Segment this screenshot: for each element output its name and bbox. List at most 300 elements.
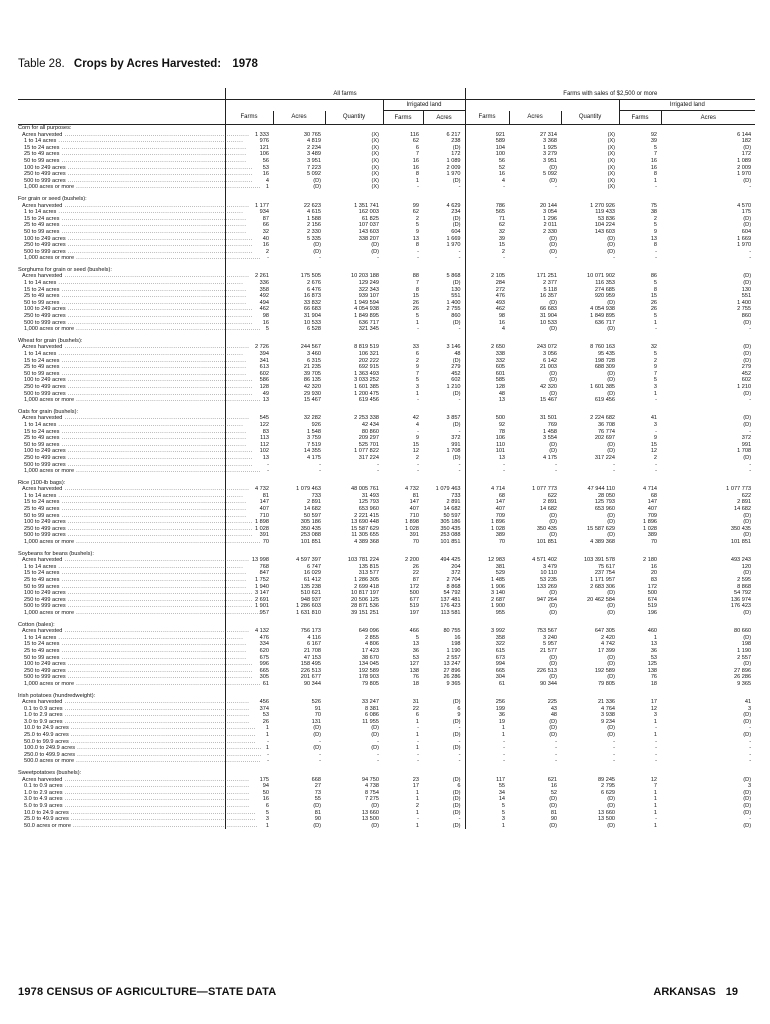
row-label: [18, 138, 244, 145]
table-row: [18, 222, 755, 229]
row-label-text: 100 to 249 acres: [24, 377, 66, 384]
table-cell: (D): [549, 390, 558, 397]
table-cell: 529: [465, 570, 509, 577]
table-cell: (D): [371, 745, 379, 752]
table-cell: 5: [653, 222, 658, 229]
table-cell: 36: [412, 647, 419, 654]
table-cell: 492: [225, 293, 273, 300]
table-cell: 66 683: [539, 306, 558, 313]
row-label: [18, 215, 247, 223]
table-cell: 733: [311, 492, 321, 499]
table-cell: 1: [465, 725, 509, 732]
table-cell: (D): [607, 822, 616, 829]
row-label: [18, 151, 247, 158]
table-cell: 3 938: [601, 712, 616, 719]
table-cell: 957: [225, 610, 273, 617]
table-cell: 106: [225, 151, 273, 158]
table-cell: 41: [744, 699, 752, 706]
table-cell: 500: [465, 415, 509, 422]
table-cell: 100: [465, 151, 509, 158]
section-title: Sweetpotatoes (bushels):: [18, 770, 82, 777]
table-cell: 602: [451, 377, 461, 384]
table-cell: 2 676: [307, 280, 321, 287]
row-label-text: 1 to 14 acres: [24, 634, 57, 641]
table-cell: (D): [452, 776, 461, 783]
table-cell: 172: [741, 151, 752, 158]
leader-dots: ..........................................................................................: [65, 596, 253, 603]
row-label: [18, 699, 250, 706]
table-cell: 9 365: [737, 680, 752, 687]
table-cell: (D): [452, 809, 461, 816]
table-cell: 1 752: [225, 577, 273, 584]
table-cell: 1 200 475: [354, 390, 379, 397]
table-cell: 62: [412, 209, 419, 216]
table-cell: -: [319, 738, 321, 745]
table-cell: 733: [451, 492, 461, 499]
table-cell: 198: [451, 641, 461, 648]
row-label: [18, 228, 247, 236]
table-cell: 20 144: [539, 202, 558, 209]
table-cell: 3: [415, 383, 419, 390]
table-cell: 1 906: [465, 584, 509, 591]
leader-dots: ..........................................................................................: [56, 209, 244, 216]
table-cell: 5: [465, 803, 509, 810]
row-label: [18, 718, 250, 726]
table-cell: 7 223: [307, 164, 321, 171]
leader-dots: ..........................................................................................: [62, 783, 250, 790]
table-cell: 33 832: [303, 299, 321, 306]
table-cell: (D): [371, 242, 379, 249]
table-cell: 147: [465, 499, 509, 506]
table-cell: 70: [650, 539, 658, 546]
table-row: [18, 597, 755, 604]
table-cell: 391: [225, 532, 273, 539]
table-cell: 9: [415, 364, 419, 371]
leader-dots: ..........................................................................................: [62, 628, 250, 635]
table-cell: 4 742: [601, 641, 616, 648]
table-cell: (D): [743, 222, 752, 229]
table-cell: 17 399: [597, 647, 616, 654]
table-cell: 3: [747, 783, 752, 790]
table-cell: 56: [225, 158, 273, 165]
table-cell: 5: [653, 280, 658, 287]
table-cell: 3 054: [543, 209, 558, 216]
table-cell: (D): [549, 822, 558, 829]
table-cell: 2 726: [225, 344, 273, 351]
table-cell: 13: [225, 455, 273, 462]
table-name: Crops by Acres Harvested:: [73, 58, 222, 70]
table-cell: (D): [743, 732, 752, 739]
table-cell: 3 368: [543, 138, 558, 145]
row-label: [18, 273, 250, 280]
table-cell: -: [465, 752, 509, 759]
table-cell: 4 738: [365, 783, 379, 790]
table-cell: 5 118: [543, 286, 558, 293]
table-row: [18, 455, 755, 462]
table-cell: (D): [607, 661, 616, 668]
table-cell: -: [319, 468, 321, 475]
table-cell: (D): [743, 454, 752, 461]
table-cell: (D): [549, 661, 558, 668]
table-row: [18, 280, 755, 287]
table-cell: 322: [465, 641, 509, 648]
table-cell: 81: [550, 809, 558, 816]
table-row: [18, 648, 755, 655]
table-cell: 274 685: [594, 286, 616, 293]
row-label-text: 1,000 acres or more: [24, 609, 75, 616]
row-label: [18, 738, 256, 746]
table-cell: 622: [741, 492, 752, 499]
table-cell: 39: [650, 138, 658, 145]
leader-dots: ..........................................................................................: [62, 718, 250, 725]
section-title: Oats for grain (bushels):: [18, 408, 79, 415]
table-cell: 5 092: [543, 171, 558, 178]
table-cell: 493: [465, 300, 509, 307]
table-cell: 21 336: [597, 699, 616, 706]
table-cell: (X): [607, 144, 616, 151]
table-cell: -: [655, 758, 658, 765]
table-cell: -: [613, 468, 616, 475]
table-cell: (D): [313, 732, 321, 739]
table-cell: (D): [743, 357, 752, 364]
table-cell: 13 998: [225, 557, 273, 564]
row-label-text: 25 to 49 acres: [24, 151, 60, 158]
row-label-text: 1 to 14 acres: [24, 209, 57, 216]
table-cell: 125: [647, 661, 658, 668]
table-cell: -: [319, 751, 321, 758]
row-label: [18, 248, 253, 256]
table-cell: 6: [225, 803, 273, 810]
table-cell: 8 381: [365, 705, 379, 712]
leader-dots: ..........................................................................................: [59, 144, 247, 151]
table-cell: 4 054 938: [354, 306, 379, 313]
row-label: [18, 468, 261, 475]
row-label: [18, 583, 247, 591]
table-cell: 15: [412, 441, 419, 448]
table-cell: 106: [465, 435, 509, 442]
table-cell: 8 868: [446, 583, 461, 590]
table-cell: 88: [412, 273, 419, 280]
table-cell: 305: [225, 674, 273, 681]
table-cell: 13 500: [361, 816, 379, 823]
leader-dots: ..........................................................................................: [59, 215, 247, 222]
row-label: [18, 647, 247, 655]
table-cell: (D): [549, 370, 558, 377]
table-cell: 27 314: [539, 131, 558, 138]
table-cell: 7 275: [365, 796, 379, 803]
table-cell: 462: [225, 306, 273, 313]
table-cell: 649 096: [358, 628, 379, 635]
table-cell: 102: [225, 448, 273, 455]
table-cell: -: [749, 725, 752, 732]
table-cell: 22 623: [303, 202, 321, 209]
row-label: [18, 242, 253, 249]
row-label: [18, 164, 253, 172]
row-label-text: Acres harvested: [22, 699, 63, 706]
row-label: [18, 177, 253, 185]
row-label-text: 1 to 14 acres: [24, 351, 57, 357]
table-cell: 79 805: [597, 680, 616, 687]
table-row: [18, 668, 755, 675]
table-cell: 5: [653, 351, 658, 357]
table-cell: 101 851: [730, 539, 752, 546]
table-cell: 350 435: [300, 525, 321, 532]
leader-dots: ..........................................................................................: [70, 822, 258, 829]
table-cell: 134 045: [358, 661, 379, 668]
row-label-text: 0.1 to 0.9 acres: [24, 705, 63, 712]
table-cell: (D): [743, 319, 752, 326]
row-label-text: Acres harvested: [22, 486, 63, 493]
table-cell: 76: [650, 674, 658, 681]
table-cell: -: [417, 184, 419, 191]
table-cell: 372: [741, 435, 752, 442]
table-cell: (D): [549, 235, 558, 242]
table-cell: 120: [741, 563, 752, 570]
table-cell: 336: [225, 280, 273, 287]
table-cell: -: [555, 255, 558, 262]
table-cell: (D): [549, 299, 558, 306]
table-cell: 127: [409, 661, 419, 668]
table-cell: 1: [225, 745, 273, 752]
table-cell: (D): [549, 609, 558, 616]
table-cell: 321 345: [358, 326, 379, 333]
row-label-text: Acres harvested: [22, 273, 63, 280]
row-label: [18, 590, 253, 597]
table-row: [18, 603, 755, 610]
table-cell: 20 462 584: [587, 596, 616, 603]
table-cell: 338: [465, 351, 509, 358]
table-cell: 110: [465, 442, 509, 449]
table-cell: 12: [650, 448, 658, 455]
table-row: [18, 184, 755, 191]
table-cell: 2 156: [307, 222, 321, 229]
table-cell: 7: [415, 370, 419, 377]
row-label-text: 25 to 49 acres: [24, 222, 60, 229]
table-cell: 2 180: [643, 557, 658, 564]
table-cell: 7 519: [307, 441, 321, 448]
row-label: [18, 603, 253, 610]
table-cell: 394: [225, 351, 273, 358]
table-cell: -: [377, 751, 379, 758]
leader-dots: ..........................................................................................: [62, 131, 250, 138]
table-cell: 12: [412, 448, 419, 455]
table-cell: 860: [451, 313, 461, 320]
table-cell: 1 363 493: [354, 370, 379, 377]
table-cell: 4 714: [465, 486, 509, 493]
table-cell: 76 774: [597, 428, 616, 435]
table-cell: (X): [371, 164, 379, 171]
table-cell: 73: [314, 789, 321, 796]
table-cell: 6: [415, 351, 419, 357]
table-cell: 8 754: [365, 789, 379, 796]
row-label-text: 25 to 49 acres: [24, 506, 60, 513]
table-cell: 602: [741, 377, 752, 384]
table-cell: (D): [313, 822, 321, 829]
table-cell: 1 400: [446, 299, 461, 306]
table-cell: 3 140: [465, 590, 509, 597]
table-cell: 48 005 761: [351, 486, 379, 493]
table-cell: 476: [225, 635, 273, 642]
row-label-text: 500 to 999 acres: [24, 319, 66, 326]
table-cell: 3 554: [543, 435, 558, 442]
table-row: [18, 719, 755, 726]
table-cell: 8: [415, 286, 419, 293]
table-cell: (D): [549, 674, 558, 681]
table-cell: (D): [549, 242, 558, 249]
table-row: [18, 468, 755, 475]
table-cell: 4 714: [643, 486, 658, 493]
table-cell: 192 589: [358, 667, 379, 674]
table-cell: 196: [647, 609, 658, 616]
table-cell: 8 819 519: [354, 344, 379, 351]
table-cell: 5: [465, 810, 509, 817]
table-cell: (D): [452, 732, 461, 739]
table-cell: 653 960: [358, 506, 379, 513]
table-cell: 175: [741, 209, 752, 216]
table-cell: 1: [653, 634, 658, 641]
table-cell: (D): [607, 609, 616, 616]
table-cell: 15: [650, 441, 658, 448]
row-label: [18, 357, 247, 365]
table-row: [18, 661, 755, 668]
table-cell: 1 028: [465, 526, 509, 533]
table-cell: 3: [465, 816, 509, 823]
table-cell: 26: [650, 299, 658, 306]
row-label: [18, 654, 247, 662]
table-row: [18, 783, 755, 790]
table-cell: 1: [415, 745, 419, 752]
table-cell: 91: [314, 705, 321, 712]
table-cell: 3: [653, 421, 658, 428]
row-label-text: 500 to 999 acres: [24, 603, 66, 610]
table-cell: (D): [743, 634, 752, 641]
table-cell: 87: [412, 577, 419, 583]
table-cell: 16: [650, 164, 658, 171]
row-label-text: 1.0 to 2.9 acres: [24, 789, 63, 796]
table-cell: 665: [465, 668, 509, 675]
table-cell: 519: [409, 603, 419, 610]
table-cell: 90: [550, 816, 558, 823]
row-label-text: 15 to 24 acres: [24, 357, 60, 364]
table-cell: 16: [454, 634, 461, 641]
table-cell: 4 389 368: [354, 539, 379, 546]
table-cell: (X): [607, 151, 616, 158]
table-cell: 1 601 385: [354, 383, 379, 390]
table-cell: 81: [412, 492, 419, 499]
table-cell: 16: [412, 164, 419, 171]
table-cell: 253 088: [300, 532, 321, 539]
table-cell: (D): [549, 796, 558, 803]
table-cell: (D): [607, 448, 616, 455]
table-cell: 15: [412, 293, 419, 300]
table-cell: 15 587 629: [351, 525, 379, 532]
table-cell: -: [655, 751, 658, 758]
table-cell: 13 247: [443, 661, 461, 668]
leader-dots: ..........................................................................................: [65, 248, 253, 255]
table-cell: 83: [650, 577, 658, 583]
table-cell: (D): [313, 248, 321, 255]
table-cell: 34: [465, 790, 509, 797]
leader-dots: ..........................................................................................: [59, 583, 247, 590]
table-row: [18, 132, 755, 139]
table-cell: 1 077 822: [354, 448, 379, 455]
table-cell: 19: [465, 719, 509, 726]
leader-dots: ..........................................................................................: [65, 319, 253, 326]
table-row: [18, 635, 755, 642]
table-row: [18, 344, 755, 351]
table-cell: -: [458, 725, 461, 732]
table-cell: 12: [650, 705, 658, 712]
table-row: [18, 712, 755, 719]
table-row: [18, 306, 755, 313]
column-header: Farms: [465, 111, 509, 125]
table-cell: 1 351 741: [354, 202, 379, 209]
table-cell: 692 915: [358, 364, 379, 371]
table-cell: 103 391 578: [583, 557, 616, 564]
table-cell: (D): [743, 519, 752, 526]
leader-dots: ..........................................................................................: [62, 796, 250, 803]
table-cell: 1 900: [465, 603, 509, 610]
table-cell: 4 175: [543, 454, 558, 461]
row-label-text: 25 to 49 acres: [24, 647, 60, 654]
leader-dots: ..........................................................................................: [68, 738, 256, 745]
table-cell: 4 732: [225, 486, 273, 493]
table-cell: 636 717: [358, 319, 379, 326]
table-cell: 586: [225, 377, 273, 384]
row-label: [18, 235, 253, 243]
table-cell: 1: [653, 796, 658, 803]
table-cell: 16: [225, 242, 273, 249]
table-cell: (D): [371, 822, 379, 829]
table-cell: 2 704: [446, 577, 461, 583]
table-cell: 125 793: [594, 499, 616, 506]
row-label-text: 1,000 acres or more: [24, 255, 75, 262]
table-cell: 12 983: [465, 557, 509, 564]
row-label: [18, 577, 247, 584]
row-label-text: 1 to 14 acres: [24, 563, 57, 570]
table-cell: 6 629: [601, 789, 616, 796]
table-cell: 14 682: [303, 506, 321, 513]
table-cell: 976: [225, 138, 273, 145]
table-row: [18, 499, 755, 506]
table-cell: 62: [465, 222, 509, 229]
table-cell: (X): [371, 131, 379, 138]
leader-dots: ..........................................................................................: [56, 280, 244, 287]
table-row: [18, 171, 755, 178]
table-cell: (D): [607, 725, 616, 732]
table-row: [18, 273, 755, 280]
table-cell: 138: [409, 667, 419, 674]
table-cell: 40: [225, 236, 273, 243]
table-cell: 147: [647, 499, 658, 506]
table-cell: 66: [225, 222, 273, 229]
table-cell: 80 660: [733, 628, 752, 635]
table-cell: 1 028: [225, 526, 273, 533]
table-cell: 3 479: [543, 563, 558, 570]
table-cell: -: [655, 745, 658, 752]
table-cell: 226 513: [536, 667, 558, 674]
table-row: [18, 513, 755, 520]
table-cell: 68: [465, 493, 509, 500]
table-cell: -: [417, 758, 419, 765]
table-cell: 26: [412, 306, 419, 313]
row-label-text: 25 to 49 acres: [24, 435, 60, 442]
row-label-text: 10.0 to 24.9 acres: [24, 725, 69, 732]
table-cell: 50 597: [303, 512, 321, 519]
row-label-text: 50 to 99 acres: [24, 370, 60, 377]
table-cell: 33: [412, 344, 419, 351]
row-label-text: 100 to 249 acres: [24, 448, 66, 455]
